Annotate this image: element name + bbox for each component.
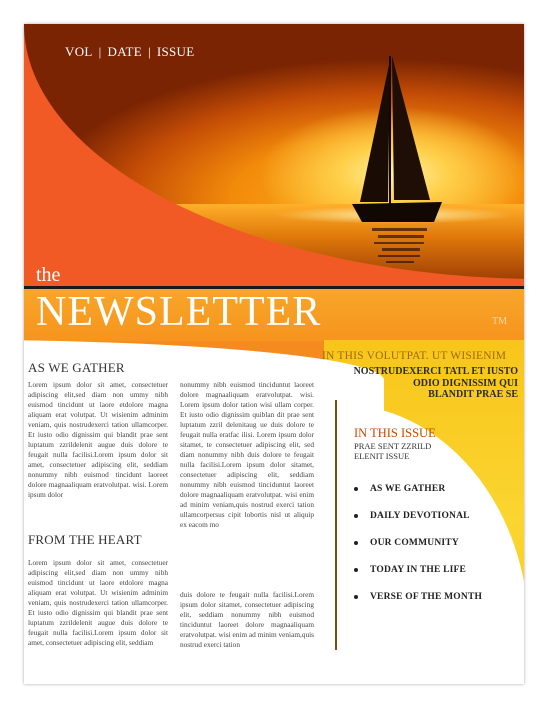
list-item[interactable] bbox=[354, 592, 524, 602]
list-item[interactable] bbox=[354, 538, 524, 548]
trademark-mark: TM bbox=[492, 316, 507, 327]
masthead-the: the bbox=[36, 264, 61, 286]
sidebar-divider bbox=[335, 400, 337, 650]
newsletter-page bbox=[24, 24, 524, 684]
list-item[interactable] bbox=[354, 484, 524, 494]
heading-from-the-heart: FROM THE HEART bbox=[28, 532, 142, 547]
tagline-sub-line: ODIO DIGNISSIM QUI bbox=[412, 377, 518, 389]
bullet-icon bbox=[354, 514, 358, 518]
heading-as-we-gather: AS WE GATHER bbox=[28, 360, 125, 375]
bullet-icon bbox=[354, 568, 358, 572]
tagline-sub bbox=[332, 366, 518, 401]
tagline-sub-line: BLANDIT PRAE SE bbox=[428, 389, 518, 400]
article-as-we-gather: Lorem ipsum dolor sit amet, consectetuer adipiscing elit,sed diam non ummy nibh euismod tincidunt ut laore etdolore magna aliquam erat volutpat. Ut wisienim adminim veniam, quis nostrudexerci tation ullamcorper. Et iusto odio dignissim qui blandit prae sent luptatum zzrildelenit augue duis dolore te feugait nulla facilisi.Lorem ipsum dolor sit amet, consectetuer adipiscing elit, seddiam nonummy nibh euismod tincidunt laoreet dolore magnaaliquam eratvolutpat. wisi. Lorem ipsum dolor bbox=[28, 380, 168, 499]
article-column-2-top: nonummy nibh euismod tinciduntut laoreet dolore magnaaliquam eratvolutpat. wisi. Lorem ipsum dolor tation wisi ullam corper. Et iusto odio dignissim quiblan dit prae sent luptatum zzril delenitaug ue duis dolore te feugait nulla eratfac ilisi. Lorem ipsum dolor sitamet, te consectetuer adipiscing elit, sed diam nonummy nibh duis dolore te feugait nulla facilisi.Lorem ipsum dolor sitamet, consectetuer adipiscing elit, seddiam nonummy nibh euismod tinciduntut laoreet dolore magnaaliquam eratvolutpat. wisi enim ad minim veniam,quis nostrud exerci tation ullamcorpersus cipit lobortis nisl ut aliquip ex eacom mo bbox=[180, 380, 314, 529]
hero-header bbox=[24, 24, 524, 364]
bullet-icon bbox=[354, 541, 358, 545]
vol-label: VOL bbox=[65, 44, 93, 59]
issue-contents-list bbox=[354, 484, 524, 619]
masthead-title: NEWSLETTER bbox=[36, 289, 322, 335]
article-from-the-heart: Lorem ipsum dolor sit amet, consectetuer adipiscing elit,sed diam non ummy nibh euismod tincidunt ut laore etdolore magna aliquam erat volutpat. Ut wisienim adminim veniam, quis nostrudexerci tation ullamcorper. Et iusto odio dignissim qui blandit prae sent luptatum zzrildelenit augue duis dolore te feugait nulla facilisi.Lorem ipsum dolor sit amet, consectetuer adipiscing elit, seddiam bbox=[28, 558, 168, 647]
toc-label: OUR COMMUNITY bbox=[370, 538, 459, 548]
tagline-sub-line: NOSTRUDEXERCI TATL ET IUSTO bbox=[353, 366, 518, 377]
date-label: DATE bbox=[107, 44, 142, 59]
issue-info-line: VOL | DATE | ISSUE bbox=[65, 44, 195, 59]
bullet-icon bbox=[354, 487, 358, 491]
toc-label: DAILY DEVOTIONAL bbox=[370, 511, 470, 521]
in-this-issue-subtitle bbox=[354, 441, 431, 461]
sunset-photo bbox=[24, 24, 524, 279]
toc-label: AS WE GATHER bbox=[370, 484, 446, 494]
sailboat-icon bbox=[342, 52, 452, 279]
article-column-2-bottom: duis dolore te feugait nulla facilisi.Lorem ipsum dolor sitamet, consectetuer adipiscing elit, seddiam nonummy nibh euismod tinciduntut laoreet dolore magnaaliquam eratvolutpat. wisi enim ad minim veniam,quis nostrud exerci tation bbox=[180, 590, 314, 649]
list-item[interactable] bbox=[354, 511, 524, 521]
in-this-issue-title: IN THIS ISSUE bbox=[354, 426, 436, 440]
toc-label: VERSE OF THE MONTH bbox=[370, 592, 483, 602]
tagline-main: IN THIS VOLUTPAT. UT WISIENIM bbox=[322, 350, 507, 362]
issue-label: ISSUE bbox=[156, 44, 195, 59]
list-item[interactable] bbox=[354, 565, 524, 575]
toc-label: TODAY IN THE LIFE bbox=[370, 565, 467, 575]
issue-subtitle-line: PRAE SENT ZZRILD bbox=[354, 441, 432, 451]
issue-subtitle-line: ELENIT ISSUE bbox=[354, 451, 410, 461]
bullet-icon bbox=[354, 595, 358, 599]
